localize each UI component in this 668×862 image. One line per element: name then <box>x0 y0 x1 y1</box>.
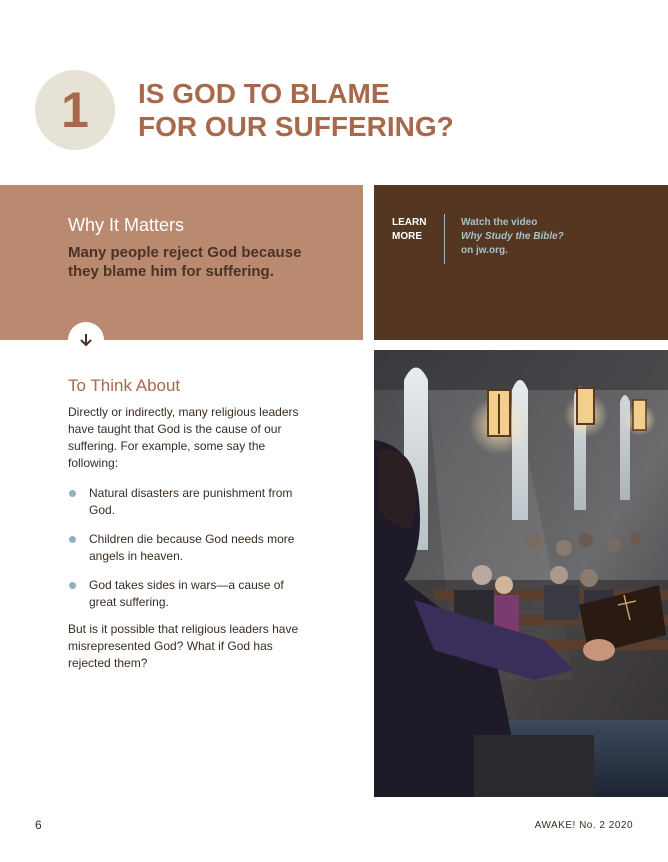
learn-more-text <box>461 216 564 258</box>
intro-paragraph: Directly or indirectly, many religious leaders have taught that God is the cause of our suffering. For example, some say the following: <box>68 405 299 470</box>
learn-more-panel <box>374 185 668 340</box>
video-title-link[interactable]: Why Study the Bible? <box>461 231 564 242</box>
learn-more-line-3: on jw.org. <box>461 245 508 256</box>
learn-more-divider <box>444 214 445 264</box>
bullet-text: God takes sides in wars—a cause of great suffering. <box>89 578 284 609</box>
learn-label-line-1: LEARN <box>392 217 427 228</box>
bullet-dot-icon <box>69 490 76 497</box>
church-photo <box>374 350 668 797</box>
arrow-down-icon <box>68 322 104 358</box>
to-think-about-title: To Think About <box>68 376 181 395</box>
bullet-dot-icon <box>69 582 76 589</box>
page-number: 6 <box>35 818 42 832</box>
learn-more-line-1: Watch the video <box>461 217 538 228</box>
magazine-issue: AWAKE! No. 2 2020 <box>534 820 633 831</box>
why-it-matters-text: Many people reject God because they blame him for suffering. <box>68 244 302 280</box>
closing-paragraph: But is it possible that religious leaders have misrepresented God? What if God has rejected them? <box>68 622 299 670</box>
chapter-number-badge <box>35 70 115 150</box>
why-it-matters-title: Why It Matters <box>68 215 185 235</box>
title-line-1: IS GOD TO BLAME <box>138 78 390 109</box>
chapter-number: 1 <box>61 82 89 138</box>
bullet-text: Natural disasters are punishment from God. <box>89 486 293 517</box>
list-item <box>68 577 308 611</box>
learn-label-line-2: MORE <box>392 231 422 242</box>
page-title <box>138 77 558 143</box>
bullet-text: Children die because God needs more angels in heaven. <box>89 532 295 563</box>
list-item <box>68 485 308 519</box>
title-line-2: FOR OUR SUFFERING? <box>138 111 454 142</box>
list-item <box>68 531 308 565</box>
bullet-dot-icon <box>69 536 76 543</box>
learn-more-label <box>392 216 426 244</box>
